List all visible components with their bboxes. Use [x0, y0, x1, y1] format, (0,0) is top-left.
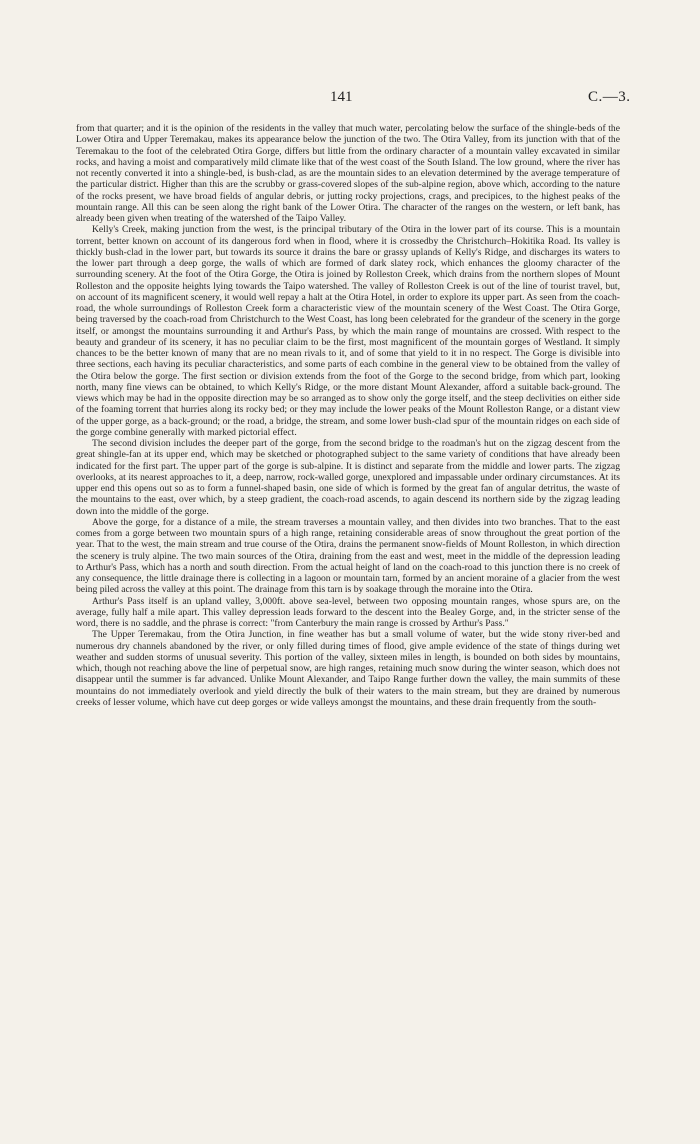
- document-reference: C.—3.: [588, 89, 631, 105]
- body-text: [76, 123, 620, 708]
- paragraph-continuation: from that quarter; and it is the opinion of the residents in the valley that much water, percolating below the surface of the shingle-beds of the Lower Otira and Upper Teremakau, makes its appearance below the junction of the two. The Otira Valley, from its junction with that of the Teremakau to the foot of the celebrated Otira Gorge, differs but little from the ordinary character of a mountain valley excavated in similar rocks, and having a moist and comparatively mild climate like that of the west coast of the South Island. The low ground, where the river has not recently converted it into a shingle-bed, is bush-clad, as are the mountain sides to an elevation determined by the average temperature of the particular district. Higher than this are the scrubby or grass-covered slopes of the sub-alpine region, above which, according to the nature of the rocks present, we have broad fields of angular debris, or jutting rocky projections, crags, and precipices, to the highest peaks of the mountain range. All this can be seen along the right bank of the Lower Otira. The character of the ranges on the western, or left bank, has already been given when treating of the watershed of the Taipo Valley.: [76, 123, 620, 224]
- paragraph-second-division: The second division includes the deeper part of the gorge, from the second bridge to the roadman's hut on the zigzag descent from the great shingle-fan at its upper end, which may be sketched or photographed subject to the same variety of conditions that have already been indicated for the first part. The upper part of the gorge is sub-alpine. It is distinct and separate from the middle and lower parts. The zigzag overlooks, at its nearest approaches to it, a deep, narrow, rock-walled gorge, unexplored and impassable under ordinary circumstances. At its upper end this opens out so as to form a funnel-shaped basin, one side of which is formed by the great fan of angular detritus, the waste of the mountains to the east, over which, by a steep gradient, the coach-road ascends, to again descend its northern side by the zigzag leading down into the middle of the gorge.: [76, 438, 620, 517]
- page-number: 141: [330, 89, 353, 105]
- paragraph-above-gorge: Above the gorge, for a distance of a mile, the stream traverses a mountain valley, and then divides into two branches. That to the east comes from a gorge between two mountain spurs of a high range, retaining considerable areas of snow throughout the great portion of the year. That to the west, the main stream and true course of the Otira, drains the permanent snow-fields of Mount Rolleston, in which direction the scenery is truly alpine. The two main sources of the Otira, draining from the east and west, meet in the middle of the depression leading to Arthur's Pass, which has a north and south direction. From the actual height of land on the coach-road to this junction there is no creek of any consequence, the little drainage there is collecting in a lagoon or mountain tarn, formed by an ancient moraine of a glacier from the west being piled across the valley at this point. The drainage from this tarn is by soakage through the moraine into the Otira.: [76, 516, 620, 596]
- page-header: [0, 89, 700, 113]
- paragraph-upper-teremakau: The Upper Teremakau, from the Otira Junction, in fine weather has but a small volume of water, but the wide stony river-bed and numerous dry channels abandoned by the river, or only filled during times of flood, give ample evidence of the state of things during wet weather and sudden storms of unusual severity. This portion of the valley, sixteen miles in length, is bounded on both sides by mountains, which, though not reaching above the line of perpetual snow, are high ranges, retaining much snow during the winter season, which does not disappear until the summer is far advanced. Unlike Mount Alexander, and Taipo Range further down the valley, the main summits of these mountains do not immediately overlook and yield directly the bulk of their waters to the main stream, but they are drained by numerous creeks of lesser volume, which have cut deep gorges or wide valleys amongst the mountains, and these drain frequently from the south-: [76, 629, 620, 708]
- paragraph-arthurs-pass: Arthur's Pass itself is an upland valley, 3,000ft. above sea-level, between two opposing mountain ranges, whose spurs are, on the average, fully half a mile apart. This valley depression leads forward to the descent into the Bealey Gorge, and, in the stricter sense of the word, there is no saddle, and the phrase is correct: "from Canterbury the main range is crossed by Arthur's Pass.": [76, 595, 620, 629]
- paragraph-kellys-creek: Kelly's Creek, making junction from the west, is the principal tributary of the Otira in the lower part of its course. This is a mountain torrent, better known on account of its dangerous ford when in flood, where it is crossedby the Christchurch–Hokitika Road. Its valley is thickly bush-clad in the lower part, but towards its source it drains the bare or grassy uplands of Kelly's Ridge, and discharges its waters to the lower part through a deep gorge, the walls of which are formed of dark slatey rock, which enhances the gloomy character of the surrounding scenery. At the foot of the Otira Gorge, the Otira is joined by Rolleston Creek, which drains from the northern slopes of Mount Rolleston and the opposite heights lying towards the Taipo watershed. The valley of Rolleston Creek is out of the line of tourist travel, but, on account of its magnificent scenery, it would well repay a halt at the Otira Hotel, in order to explore its upper part. As seen from the coach-road, the whole surroundings of Rolleston Creek form a characteristic view of the mountain scenery of the West Coast. The Otira Gorge, being traversed by the coach-road from Christchurch to the West Coast, has long been celebrated for the grandeur of the scenery in the gorge itself, or amongst the mountains surrounding it and Arthur's Pass, by which the main range of mountains are crossed. With respect to the beauty and grandeur of its scenery, it has no peculiar claim to be the first, most magnificent of the mountain gorges of Westland. It simply chances to be the better known of many that are no mean rivals to it, and of some that yield to it in no respect. The Gorge is divisible into three sections, each having its peculiar characteristics, and some parts of each combine in the general view to be obtained from the valley of the Otira below the gorge. The first section or division extends from the foot of the Gorge to the second bridge, from which part, looking north, many fine views can be obtained, to which Kelly's Ridge, or the more distant Mount Alexander, afford a suitable back-ground. The views which may be had in the opposite direction may be so arranged as to show only the gorge itself, and the steep declivities on either side of the foaming torrent that hurries along its rocky bed; or they may include the lower peaks of the Mount Rolleston Range, or a distant view of the upper gorge, as a back-ground; or the road, a bridge, the stream, and some lower bush-clad spur of the mountain ridges on each side of the gorge combine generally with marked pictorial effect.: [76, 224, 620, 438]
